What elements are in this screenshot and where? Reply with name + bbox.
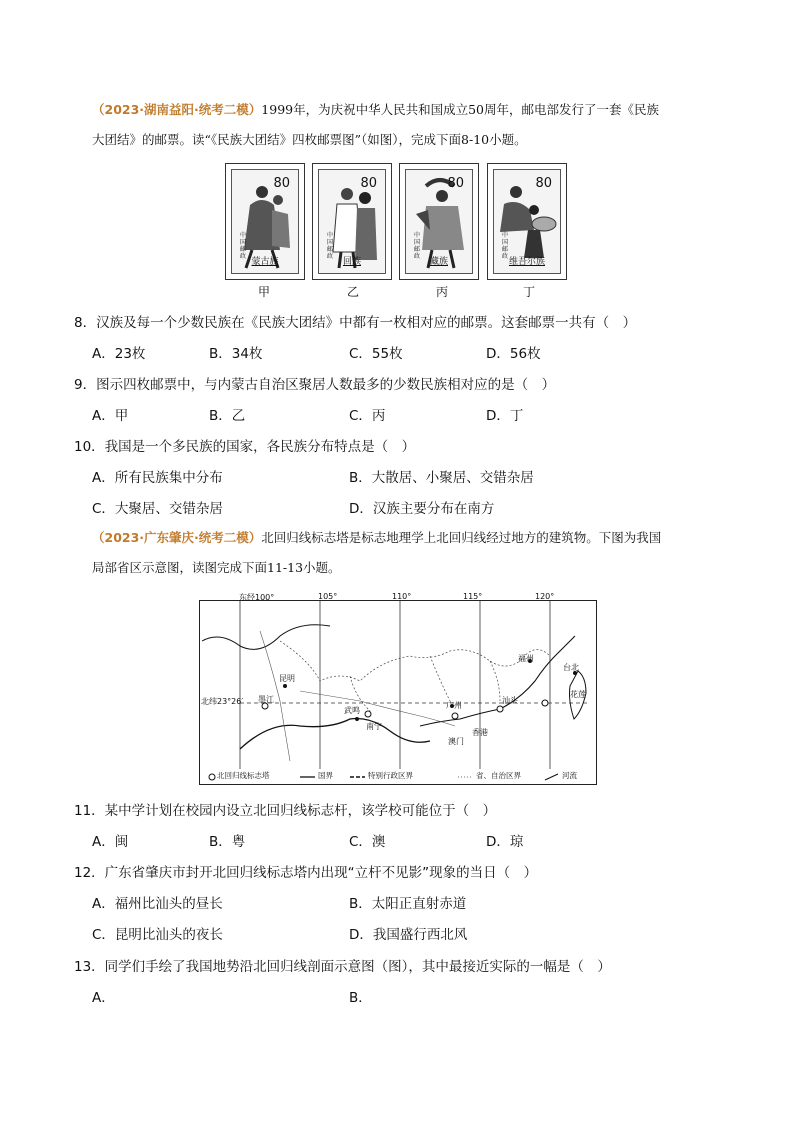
stamp-yi <box>312 163 392 280</box>
q10-option-d[interactable]: D．汉族主要分布在南方 <box>349 501 495 517</box>
place-hongkong: 香港 <box>472 728 488 737</box>
question-8: 8．汉族及每一个少数民族在《民族大团结》中都有一枚相对应的邮票。这套邮票一共有（ ） <box>74 315 637 331</box>
q10-option-c[interactable]: C．大聚居、交错杂居 <box>92 501 223 517</box>
q9-option-b[interactable]: B．乙 <box>209 408 246 424</box>
intro-text-line1: 1999年，为庆祝中华人民共和国成立50周年，邮电部发行了一套《民族 <box>261 102 660 117</box>
stamp-name: 回族 <box>342 257 361 267</box>
place-wuming: 武鸣 <box>344 706 360 715</box>
q12-option-d[interactable]: D．我国盛行西北风 <box>349 927 468 943</box>
stamp-label-ding: 丁 <box>523 285 536 299</box>
question-9: 9．图示四枚邮票中，与内蒙古自治区聚居人数最多的少数民族相对应的是（ ） <box>74 377 556 393</box>
lon-115: 115° <box>463 592 483 601</box>
stamp-country: 中国邮政 <box>240 232 247 260</box>
intro-text-line1: 北回归线标志塔是标志地理学上北回归线经过地方的建筑物。下图为我国 <box>261 530 662 545</box>
stamp-value: 80 <box>273 176 290 191</box>
stamp-bing <box>399 163 479 280</box>
legend-province-border: 省、自治区界 <box>476 771 521 780</box>
legend-sar-border: 特别行政区界 <box>368 771 413 780</box>
q11-option-b[interactable]: B．粤 <box>209 834 246 850</box>
question-11: 11．某中学计划在校园内设立北回归线标志杆，该学校可能位于（ ） <box>74 803 497 819</box>
lon-120: 120° <box>535 592 555 601</box>
intro-paragraph-1 <box>92 95 714 155</box>
place-hualien: 花莲 <box>570 690 586 699</box>
intro-text-line2: 大团结》的邮票。读“《民族大团结》四枚邮票图”（如图），完成下面8-10小题。 <box>92 132 527 147</box>
lon-105: 105° <box>318 592 338 601</box>
intro-text-line2: 局部省区示意图，读图完成下面11-13小题。 <box>92 560 341 575</box>
source-tag: （2023·湖南益阳·统考二模） <box>92 102 262 117</box>
q8-option-c[interactable]: C．55枚 <box>349 346 403 362</box>
legend-border: 国界 <box>318 771 333 780</box>
place-guangzhou: 广州 <box>446 701 462 710</box>
q12-option-a[interactable]: A．福州比汕头的昼长 <box>92 896 223 912</box>
stamp-name: 藏族 <box>429 257 448 267</box>
q13-option-a[interactable]: A． <box>92 990 115 1006</box>
stamp-value: 80 <box>535 176 552 191</box>
place-mojiang: 墨江 <box>258 695 274 704</box>
q9-option-d[interactable]: D．丁 <box>486 408 524 424</box>
place-macau: 澳门 <box>448 737 464 746</box>
stamp-label-jia: 甲 <box>258 285 271 299</box>
q11-option-a[interactable]: A．闽 <box>92 834 129 850</box>
stamp-name: 维吾尔族 <box>508 257 545 267</box>
stamp-label-bing: 丙 <box>436 285 449 299</box>
q12-option-b[interactable]: B．太阳正直射赤道 <box>349 896 467 912</box>
q8-option-a[interactable]: A．23枚 <box>92 346 146 362</box>
lat-tropic: 北纬23°26′ <box>201 697 244 706</box>
question-13: 13．同学们手绘了我国地势沿北回归线剖面示意图（图），其中最接近实际的一幅是（ ） <box>74 959 611 975</box>
question-10: 10．我国是一个多民族的国家，各民族分布特点是（ ） <box>74 439 416 455</box>
q13-option-b[interactable]: B． <box>349 990 372 1006</box>
legend-river: 河流 <box>562 771 577 780</box>
stamp-country: 中国邮政 <box>502 232 509 260</box>
q9-option-c[interactable]: C．丙 <box>349 408 386 424</box>
place-fuzhou: 福州 <box>518 654 534 663</box>
legend-tower: 北回归线标志塔 <box>217 771 270 780</box>
q9-option-a[interactable]: A．甲 <box>92 408 129 424</box>
q8-option-d[interactable]: D．56枚 <box>486 346 541 362</box>
stamp-value: 80 <box>447 176 464 191</box>
q11-option-c[interactable]: C．澳 <box>349 834 386 850</box>
stamp-label-yi: 乙 <box>347 285 360 299</box>
place-kunming: 昆明 <box>279 674 295 683</box>
stamp-value: 80 <box>360 176 377 191</box>
q12-option-c[interactable]: C．昆明比汕头的夜长 <box>92 927 223 943</box>
stamp-name: 蒙古族 <box>251 257 279 267</box>
q8-option-b[interactable]: B．34枚 <box>209 346 263 362</box>
intro-paragraph-2 <box>92 523 714 583</box>
place-shantou: 汕头 <box>502 696 518 705</box>
q10-option-b[interactable]: B．大散居、小聚居、交错杂居 <box>349 470 534 486</box>
place-nanning: 南宁 <box>366 722 382 731</box>
lon-100: 东经100° <box>239 593 275 602</box>
place-taipei: 台北 <box>563 663 579 672</box>
stamp-country: 中国邮政 <box>414 232 421 260</box>
stamp-ding <box>487 163 567 280</box>
q11-option-d[interactable]: D．琼 <box>486 834 524 850</box>
stamp-jia <box>225 163 305 280</box>
source-tag: （2023·广东肇庆·统考二模） <box>92 530 262 545</box>
question-12: 12．广东省肇庆市封开北回归线标志塔内出现“立杆不见影”现象的当日（ ） <box>74 865 538 881</box>
tropic-of-cancer-map <box>199 600 597 785</box>
stamp-country: 中国邮政 <box>327 232 334 260</box>
lon-110: 110° <box>392 592 412 601</box>
q10-option-a[interactable]: A．所有民族集中分布 <box>92 470 223 486</box>
